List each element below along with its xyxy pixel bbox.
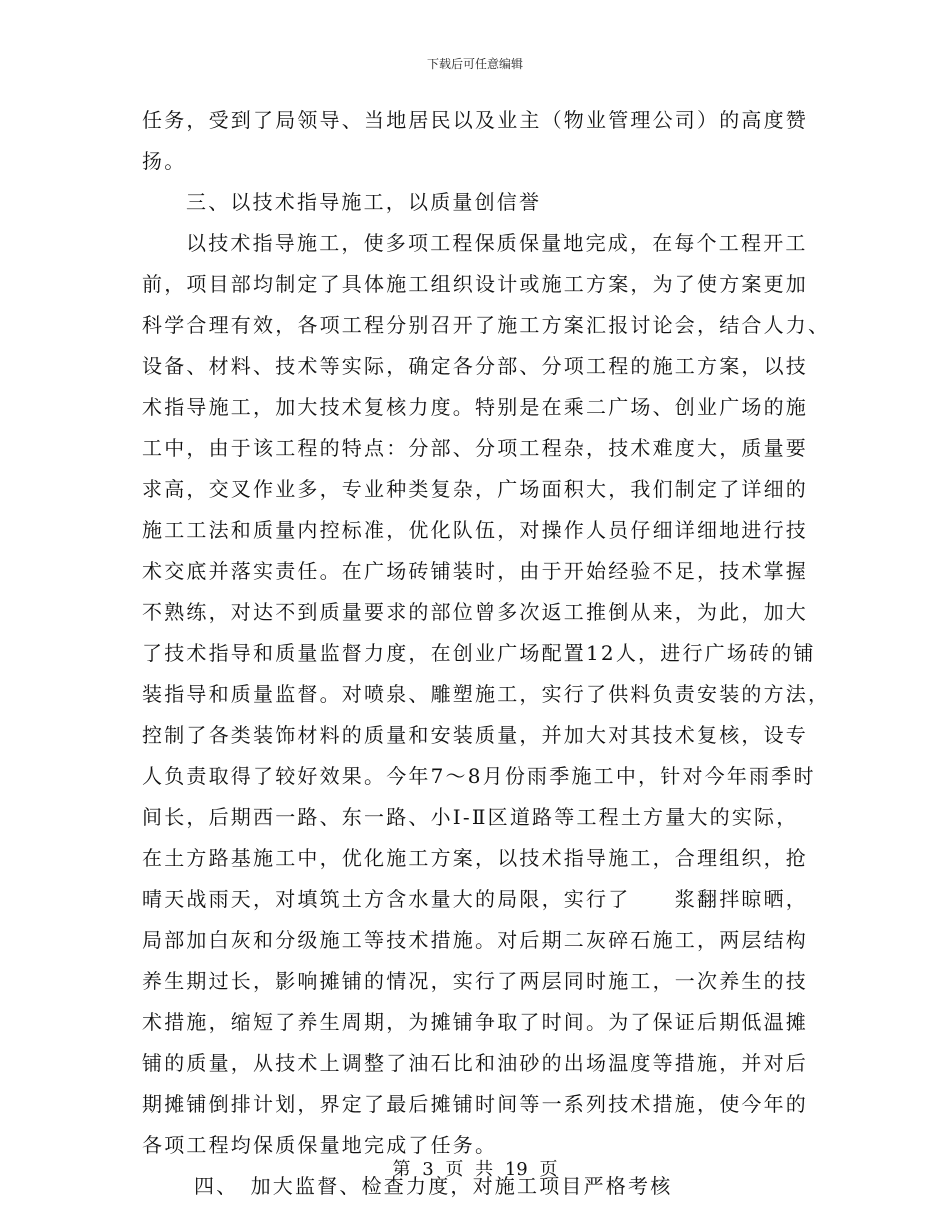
text-line: 术交底并落实责任。在广场砖铺装时，由于开始经验不足，技术掌握 [142, 559, 808, 583]
section-heading: 四、 加大监督、检查力度，对施工项目严格考核 [194, 1174, 673, 1198]
text-line: 扬。 [142, 149, 187, 173]
text-line: 任务，受到了局领导、当地居民以及业主（物业管理公司）的高度赞 [142, 108, 808, 132]
text-line: 科学合理有效，各项工程分别召开了施工方案汇报讨论会，结合人力、 [142, 313, 831, 337]
text-line: 工中，由于该工程的特点：分部、分项工程杂，技术难度大，质量要 [142, 436, 808, 460]
text-line: 了技术指导和质量监督力度，在创业广场配置12人，进行广场砖的铺 [142, 641, 816, 665]
text-line: 求高，交叉作业多，专业种类复杂，广场面积大，我们制定了详细的 [142, 477, 808, 501]
document-body [142, 100, 831, 1207]
text-line: 不熟练，对达不到质量要求的部位曾多次返工推倒从来，为此，加大 [142, 600, 808, 624]
page-header: 下载后可任意编辑 [426, 57, 523, 71]
paragraph-first-line: 以技术指导施工，使多项工程保质保量地完成，在每个工程开工 [186, 231, 808, 255]
text-line: 控制了各类装饰材料的质量和安装质量，并加大对其技术复核，设专 [142, 723, 808, 747]
text-line: 各项工程均保质保量地完成了任务。 [142, 1133, 498, 1157]
text-line: 晴天战雨天，对填筑土方含水量大的局限，实行了 浆翻拌晾晒， [142, 887, 808, 911]
text-line: 装指导和质量监督。对喷泉、雕塑施工，实行了供料负责安装的方法， [142, 682, 831, 706]
text-line: 人负责取得了较好效果。今年7～8月份雨季施工中，针对今年雨季时 [142, 764, 816, 788]
page-footer: 第 3 页 共 19 页 [392, 1159, 558, 1180]
text-line: 铺的质量，从技术上调整了油石比和油砂的出场温度等措施，并对后 [142, 1051, 808, 1075]
text-line: 前，项目部均制定了具体施工组织设计或施工方案，为了使方案更加 [142, 272, 808, 296]
text-line: 设备、材料、技术等实际，确定各分部、分项工程的施工方案，以技 [142, 354, 808, 378]
text-line: 养生期过长，影响摊铺的情况，实行了两层同时施工，一次养生的技 [142, 969, 808, 993]
text-line: 术措施，缩短了养生周期，为摊铺争取了时间。为了保证后期低温摊 [142, 1010, 808, 1034]
text-line: 期摊铺倒排计划，界定了最后摊铺时间等一系列技术措施，使今年的 [142, 1092, 808, 1116]
section-heading: 三、以技术指导施工，以质量创信誉 [186, 190, 542, 214]
text-line: 局部加白灰和分级施工等技术措施。对后期二灰碎石施工，两层结构 [142, 928, 808, 952]
text-line: 施工工法和质量内控标准，优化队伍，对操作人员仔细详细地进行技 [142, 518, 808, 542]
text-line: 术指导施工，加大技术复核力度。特别是在乘二广场、创业广场的施 [142, 395, 808, 419]
text-line: 在土方路基施工中，优化施工方案，以技术指导施工，合理组织，抢 [142, 846, 808, 870]
text-line: 间长，后期西一路、东一路、小Ⅰ-Ⅱ区道路等工程土方量大的实际， [142, 805, 799, 829]
